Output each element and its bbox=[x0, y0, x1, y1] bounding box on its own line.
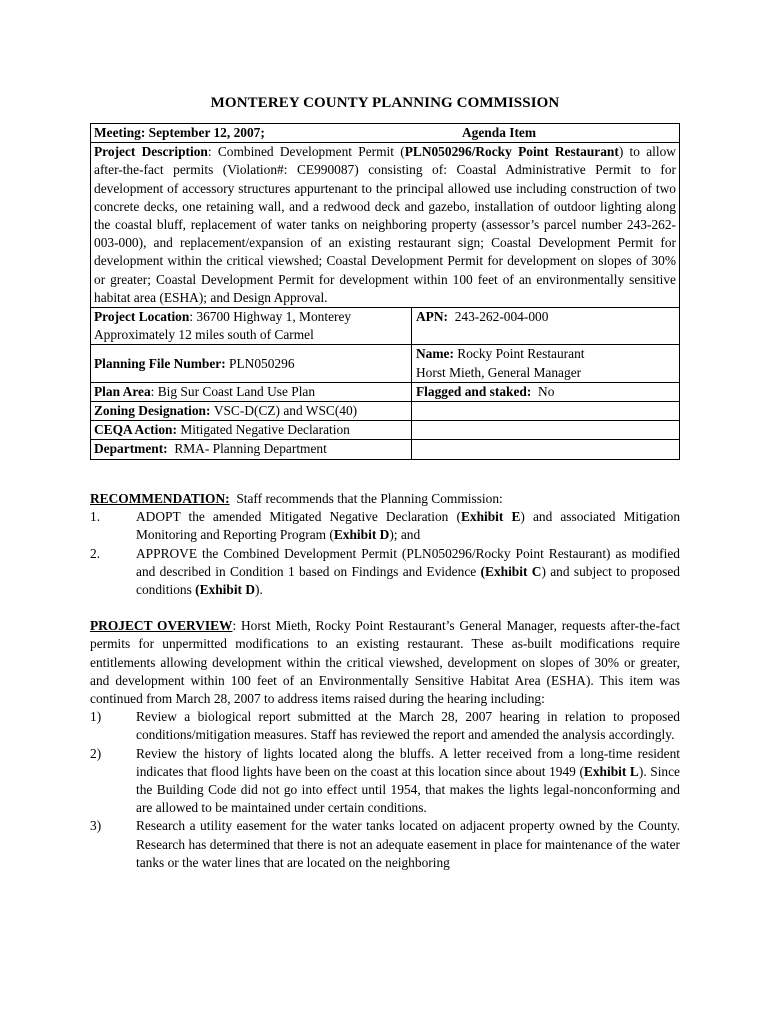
overview-text: : Horst Mieth, Rocky Point Restaurant’s General Manager, requests after-the-fact permits for unpermitted modifications to an existing restaurant. These as-built modifications require entitlements allowing development within the critical viewshed, development on slopes of 30% or greater, and development within 100 feet of an Environmentally Sensitive Habitat Area (ESHA). This item was continued from March 28, 2007 to address items raised during the hearing including: bbox=[90, 618, 680, 707]
flagged-label: Flagged and staked: bbox=[416, 383, 532, 399]
apn-label: APN: bbox=[416, 309, 448, 325]
plan-area-value: : Big Sur Coast Land Use Plan bbox=[150, 383, 316, 399]
ceqa-value: Mitigated Negative Declaration bbox=[180, 422, 350, 438]
item-text: Review the history of lights located along the bluffs. A letter received from a long-time resident indicates that flood lights have been on the coast at this location since about 1949 ( bbox=[136, 745, 680, 779]
recommendation-heading: RECOMMENDATION: bbox=[90, 491, 230, 506]
recommendation-item bbox=[90, 545, 680, 600]
exhibit-ref: Exhibit L bbox=[583, 763, 639, 779]
ceqa-label: CEQA Action: bbox=[94, 422, 177, 438]
overview-item bbox=[90, 745, 680, 818]
owner-value: Rocky Point Restaurant bbox=[457, 346, 585, 362]
location-line2: Approximately 12 miles south of Carmel bbox=[94, 327, 314, 343]
department-row bbox=[91, 440, 679, 458]
item-text: ADOPT the amended Mitigated Negative Declaration ( bbox=[136, 509, 461, 525]
item-number: 2) bbox=[90, 745, 102, 761]
location-row bbox=[91, 308, 679, 345]
zoning-label: Zoning Designation: bbox=[94, 403, 211, 419]
overview-item bbox=[90, 817, 680, 872]
project-description-row bbox=[91, 143, 679, 308]
page-title: MONTEREY COUNTY PLANNING COMMISSION bbox=[210, 95, 560, 111]
department-label: Department: bbox=[94, 441, 168, 457]
item-text: ). Since the Building Code did not go into effect until 1954, that makes the lights legal-nonconforming and are allowed to be maintained under certain conditions. bbox=[136, 763, 680, 816]
apn-value: 243-262-004-000 bbox=[454, 309, 549, 325]
recommendation-intro-text: Staff recommends that the Planning Commission: bbox=[236, 491, 503, 506]
item-text: ). bbox=[255, 582, 263, 598]
project-description-label: Project Description bbox=[94, 144, 208, 160]
overview-heading: PROJECT OVERVIEW bbox=[90, 618, 233, 634]
project-id: PLN050296/Rocky Point Restaurant bbox=[404, 144, 619, 160]
meeting-row bbox=[91, 124, 679, 143]
owner-line2: Horst Mieth, General Manager bbox=[416, 364, 582, 380]
item-number: 1) bbox=[90, 709, 102, 725]
report-body bbox=[90, 490, 680, 872]
file-number-value: PLN050296 bbox=[229, 355, 295, 371]
item-text: APPROVE the Combined Development Permit (PLN050296/Rocky Point Restaurant) as modified and described in Condition 1 based on Findings and Evidence bbox=[136, 545, 680, 579]
file-number-row bbox=[91, 345, 679, 382]
exhibit-ref: (Exhibit C bbox=[480, 563, 542, 579]
plan-area-label: Plan Area bbox=[94, 383, 151, 399]
item-number: 3) bbox=[90, 818, 102, 834]
location-value: : 36700 Highway 1, Monterey bbox=[189, 309, 352, 325]
plan-area-row bbox=[91, 383, 679, 402]
file-number-label: Planning File Number: bbox=[94, 355, 226, 371]
overview-paragraph bbox=[90, 617, 680, 708]
recommendation-intro bbox=[90, 490, 680, 508]
exhibit-ref: Exhibit E bbox=[460, 509, 521, 525]
ceqa-row bbox=[91, 421, 679, 440]
flagged-value: No bbox=[538, 383, 555, 399]
overview-item bbox=[90, 708, 680, 744]
project-description-text: ) to allow after-the-fact permits (Violation#: CE990087) consisting of: Coastal Administrative Permit to for development of accessory structures appurtenant to the principal allowed use including construction of two concrete decks, one retaining wall, and a redwood deck and gazebo, installation of outdoor lighting along the coastal bluff, replacement of water tanks on neighboring property (assessor’s parcel number 243-262-003-000), and replacement/expansion of an existing restaurant sign; Coastal Development Permit for development within the critical viewshed; Coastal Development Permit for development on slopes of 30% or greater; Coastal Development Permit for development within 100 feet of an environmentally sensitive habitat area (ESHA); and Design Approval. bbox=[94, 144, 676, 305]
location-label: Project Location bbox=[94, 309, 190, 325]
department-value: RMA- Planning Department bbox=[174, 441, 327, 457]
exhibit-ref: Exhibit D bbox=[333, 527, 390, 543]
item-text: Research a utility easement for the water tanks located on adjacent property owned by the County. Research has determined that there is not an adequate easement in place for maintenance of the water tanks or the water lines that are located on the neighboring bbox=[136, 818, 680, 870]
zoning-row bbox=[91, 402, 679, 421]
item-number: 2. bbox=[90, 545, 101, 561]
exhibit-ref: (Exhibit D bbox=[195, 582, 256, 598]
item-number: 1. bbox=[90, 509, 101, 525]
item-text: ) and subject to proposed conditions bbox=[136, 563, 680, 598]
staff-report-summary-table bbox=[90, 123, 680, 460]
project-description-pre: : Combined Development Permit ( bbox=[207, 144, 405, 160]
recommendation-item bbox=[90, 508, 680, 544]
meeting-date: Meeting: September 12, 2007; bbox=[94, 125, 265, 140]
owner-label: Name: bbox=[416, 346, 454, 362]
item-text: Review a biological report submitted at the March 28, 2007 hearing in relation to proposed conditions/mitigation measures. Staff has reviewed the report and amended the analysis accordingly. bbox=[136, 709, 680, 743]
agenda-item-label: Agenda Item bbox=[461, 125, 536, 140]
item-text: ) and associated Mitigation Monitoring and Reporting Program ( bbox=[136, 509, 681, 543]
zoning-value: VSC-D(CZ) and WSC(40) bbox=[213, 403, 358, 419]
item-text: ); and bbox=[389, 527, 421, 543]
